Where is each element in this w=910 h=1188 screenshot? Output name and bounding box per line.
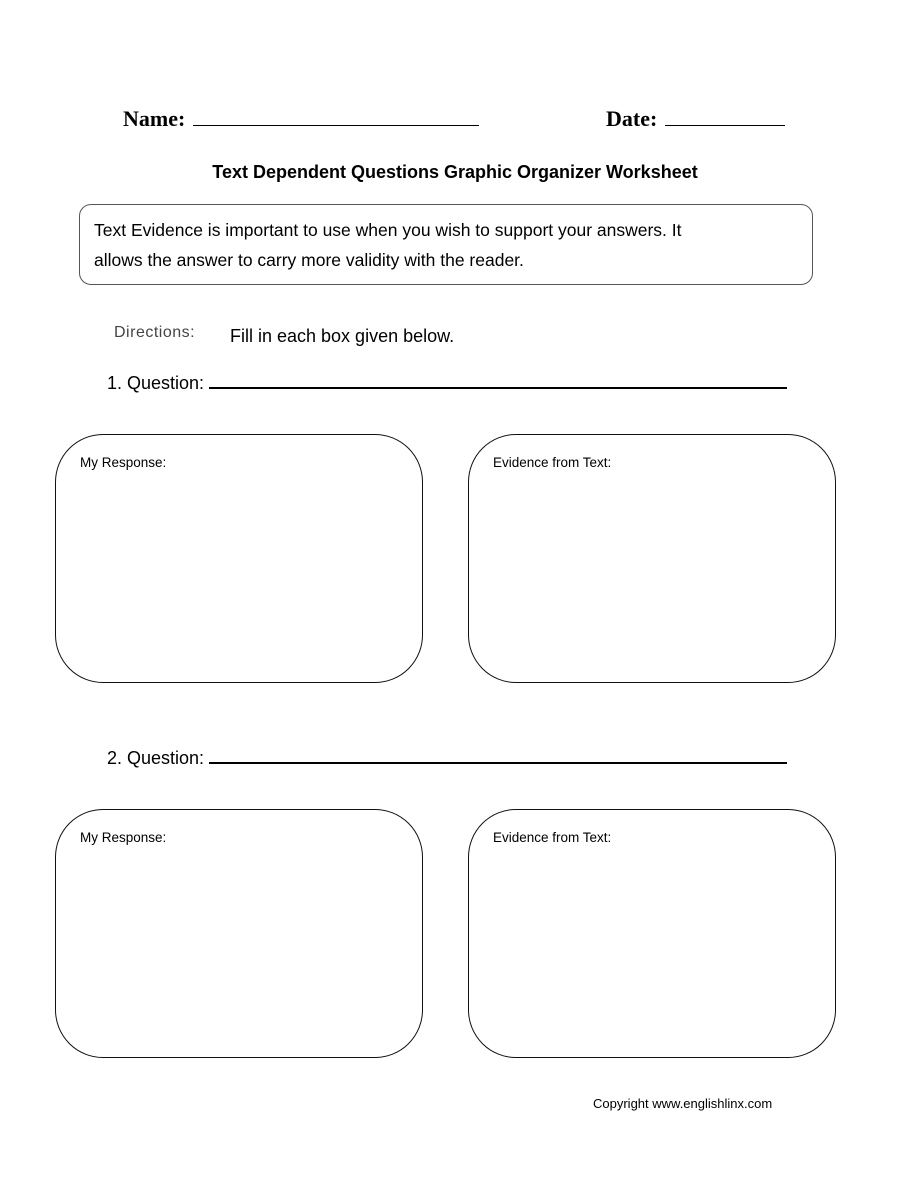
intro-line-1: Text Evidence is important to use when you wish to support your answers. It bbox=[94, 220, 682, 240]
name-field[interactable] bbox=[193, 109, 479, 126]
question-1-field[interactable] bbox=[209, 371, 787, 389]
intro-line-2: allows the answer to carry more validity with the reader. bbox=[94, 250, 524, 270]
question-2-line bbox=[107, 746, 787, 769]
question-1-response-box[interactable] bbox=[55, 434, 423, 683]
date-field[interactable] bbox=[665, 109, 785, 126]
question-1-response-label: My Response: bbox=[80, 455, 167, 470]
question-2-evidence-label: Evidence from Text: bbox=[493, 830, 612, 845]
question-1-evidence-box[interactable] bbox=[468, 434, 836, 683]
question-2-response-box[interactable] bbox=[55, 809, 423, 1058]
question-2-evidence-box[interactable] bbox=[468, 809, 836, 1058]
worksheet-title: Text Dependent Questions Graphic Organizer Worksheet bbox=[212, 162, 698, 182]
name-line bbox=[123, 106, 479, 132]
directions-label: Directions: bbox=[114, 324, 196, 341]
question-2-label: 2. Question: bbox=[107, 748, 205, 768]
date-label: Date: bbox=[606, 106, 658, 131]
question-1-label: 1. Question: bbox=[107, 373, 205, 393]
name-label: Name: bbox=[123, 106, 186, 131]
copyright-text: Copyright www.englishlinx.com bbox=[593, 1096, 773, 1111]
question-2-response-label: My Response: bbox=[80, 830, 167, 845]
question-1-evidence-label: Evidence from Text: bbox=[493, 455, 612, 470]
question-1-line bbox=[107, 371, 787, 394]
question-2-field[interactable] bbox=[209, 746, 787, 764]
date-line bbox=[606, 106, 785, 132]
directions-text: Fill in each box given below. bbox=[230, 326, 455, 346]
intro-box bbox=[79, 204, 813, 285]
